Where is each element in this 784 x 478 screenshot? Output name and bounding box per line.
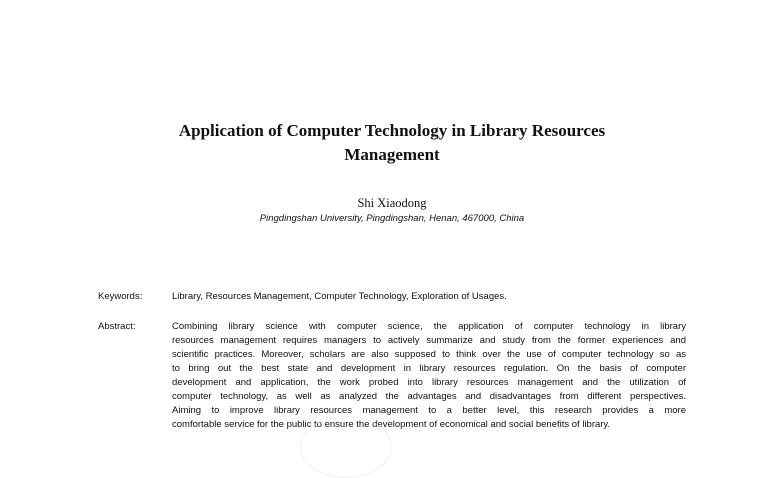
abstract-line: comfortable service for the public to ensure the development of economical and social benefits of library. — [172, 419, 611, 430]
paper-title-line-1: Application of Computer Technology in Library Resources — [178, 121, 606, 140]
abstract-line: Combining library science with computer science, the application of computer technology in library — [172, 321, 686, 332]
paper-title-line-2: Management — [344, 145, 440, 164]
abstract-line: scientific practices. Moreover, scholars are also supposed to think over the use of computer technology so as — [172, 349, 686, 360]
abstract-line: Aiming to improve library resources management to a better level, this research provides a more — [172, 405, 686, 416]
keywords-text: Library, Resources Management, Computer Technology, Exploration of Usages. — [172, 291, 507, 302]
paper-title — [92, 119, 692, 167]
abstract-line: computer technology, as well as analyzed the advantages and disadvantages from different perspectives. — [172, 391, 686, 402]
author-name: Shi Xiaodong — [357, 196, 427, 210]
abstract-line: resources management requires managers to actively summarize and study from the former experiences and — [172, 335, 686, 346]
abstract-line: to bring out the best state and development in library resources regulation. On the basis of computer — [172, 363, 686, 374]
abstract-line: development and application, the work probed into library resources management and the utilization of — [172, 377, 686, 388]
abstract-text — [172, 320, 686, 432]
abstract-label: Abstract: — [98, 321, 136, 332]
author-affiliation: Pingdingshan University, Pingdingshan, Henan, 467000, China — [259, 213, 525, 224]
watermark-seal — [300, 416, 392, 478]
keywords-label: Keywords: — [98, 291, 143, 302]
